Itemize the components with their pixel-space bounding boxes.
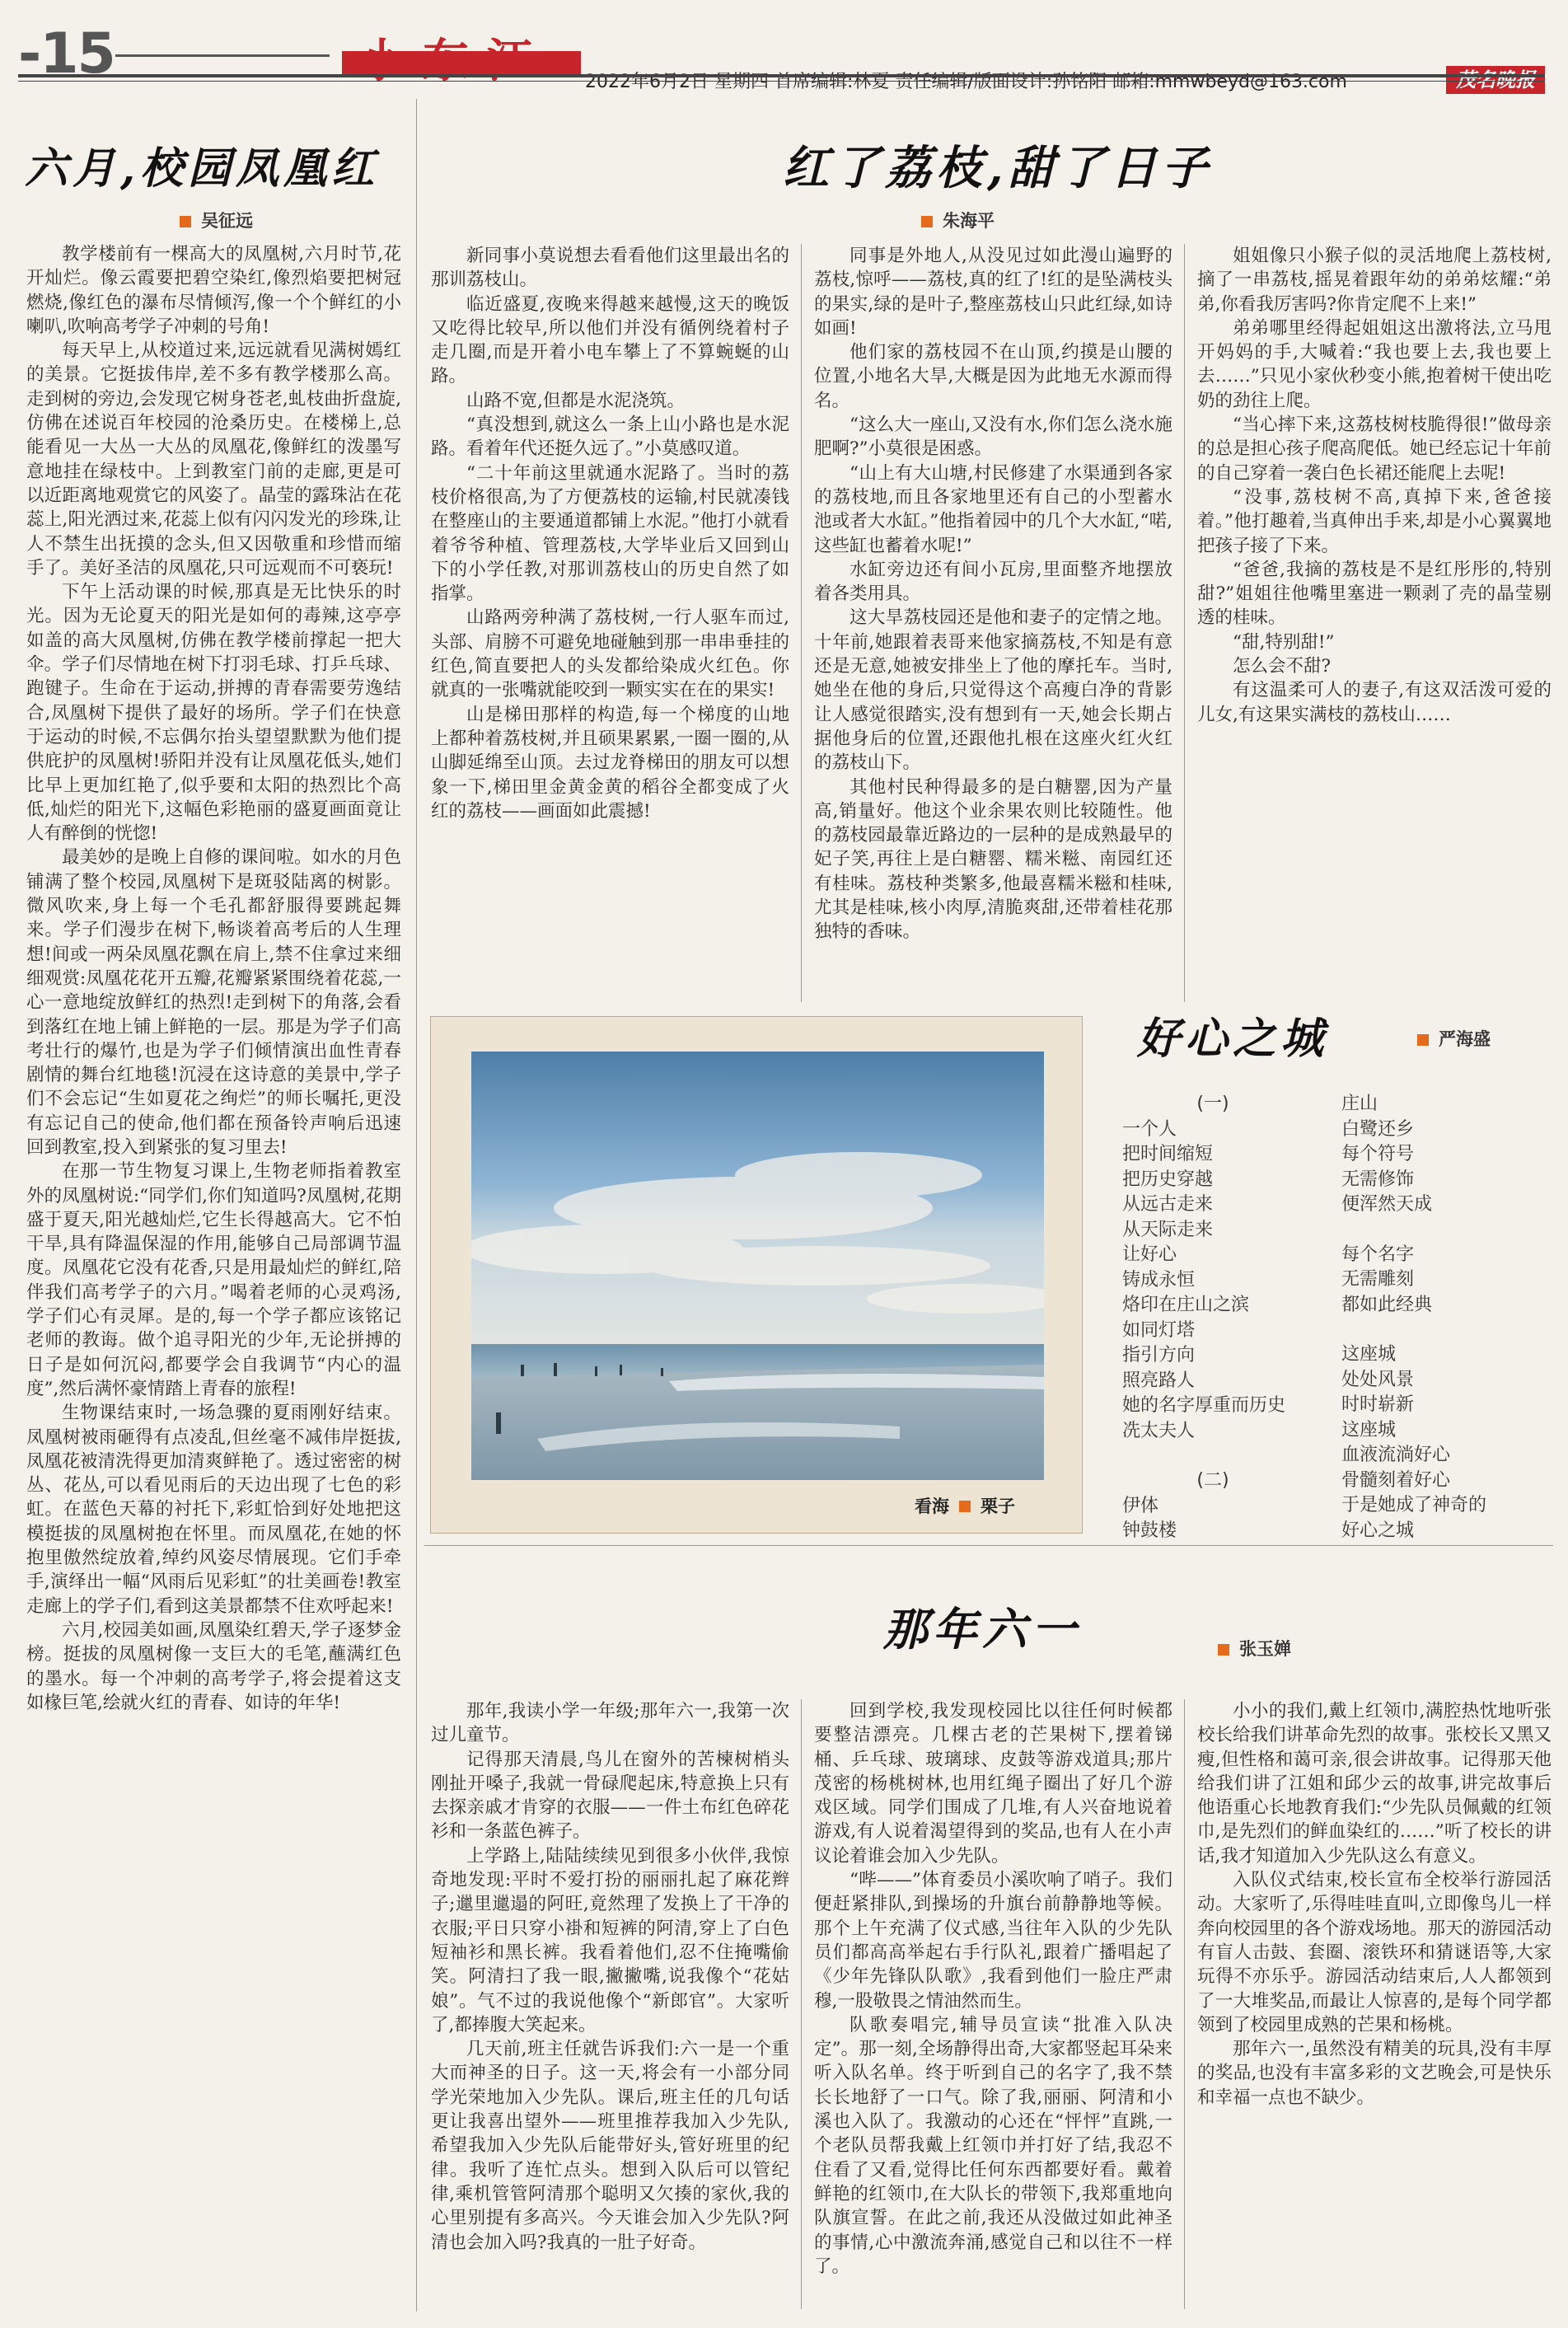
paragraph: 在那一节生物复习课上,生物老师指着教室外的凤凰树说:“同学们,你们知道吗?凤凰树,花期盛于夏天,阳光越灿烂,它生长得越高大。它不怕干旱,具有降温保湿的作用,能够自己局部调节温度。凤凰花它没有花香,只是用最灿烂的鲜红,陪伴我们高考学子的六月。”喝着老师的心灵鸡汤,学子们心有灵犀。是的,每一个学子都应该铭记老师的教诲。做个追寻阳光的少年,无论拼搏的日子是如何沉闷,都要学会自我调节“内心的温度”,然后满怀豪情踏上青春的旅程!: [26, 1161, 401, 1399]
poem-line: 从远古走来: [1122, 1194, 1214, 1215]
article3-body-col3: [1197, 1699, 1552, 2309]
article2-author: 朱海平: [921, 208, 995, 232]
paragraph: “二十年前这里就通水泥路了。当时的荔枝价格很高,为了方便荔枝的运输,村民就凑钱在整座山的主要通道都铺上水泥。”他打小就看着爷爷种植、管理荔枝,大学毕业后又回到山下的小学任教,对那训荔枝山的历史自然了如指掌。: [431, 462, 789, 605]
photo-caption-title: 看海: [915, 1497, 949, 1516]
poem-line: 于是她成了神奇的: [1341, 1495, 1487, 1515]
poem-line: 处处风景: [1341, 1369, 1415, 1390]
poem-line: 照亮路人: [1122, 1370, 1196, 1391]
article2-body-col2: [814, 244, 1172, 1002]
article1-body: [26, 242, 401, 2311]
article2-body-col1: [431, 244, 789, 986]
column-name: 小东江: [358, 34, 551, 88]
poem-line: 每个符号: [1341, 1144, 1415, 1164]
paragraph: “当心摔下来,这荔枝树枝脆得很!”做母亲的总是担心孩子爬高爬低。她已经忘记十年前的自己穿着一袭白色长裙还能爬上去呢!: [1197, 415, 1552, 484]
poem-left-column: [1122, 1092, 1304, 1544]
paragraph: 这大旱荔枝园还是他和妻子的定情之地。十年前,她跟着表哥来他家摘荔枝,不知是有意还是无意,她被安排坐上了他的摩托车。当时,她坐在他的身后,只觉得这个高瘦白净的背影让人感觉很踏实,没有想到有一天,她会长期占据他身后的位置,还跟他扎根在这座火红火红的荔枝山下。: [814, 607, 1172, 774]
paragraph: 教学楼前有一棵高大的凤凰树,六月时节,花开灿烂。像云霞要把碧空染红,像烈焰要把树冠燃烧,像红色的瀑布尽情倾泻,像一个个鲜红的小喇叭,吹响高考学子冲刺的号角!: [26, 244, 401, 337]
paragraph: “真没想到,就这么一条上山小路也是水泥路。看着年代还挺久远了。”小莫感叹道。: [431, 415, 789, 460]
poem-right-column: [1341, 1092, 1547, 1543]
poem-line: 钟鼓楼: [1122, 1520, 1177, 1541]
article3-body-col2: [814, 1699, 1172, 2309]
photo-caption: [915, 1493, 1015, 1518]
article2-body-col3: [1197, 244, 1552, 928]
poem-line: 一个人: [1122, 1118, 1177, 1140]
paragraph: “甜,特别甜!”: [1233, 631, 1335, 653]
paragraph: “哔——”体育委员小溪吹响了哨子。我们便赶紧排队,到操场的升旗台前静静地等候。那个上午充满了仪式感,当往年入队的少先队员们都高高举起右手行队礼,跟着广播唱起了《少年先锋队队歌》,我看到他们一脸庄严肃穆,一股敬畏之情油然而生。: [814, 1870, 1172, 2012]
poem-line: 无需修饰: [1341, 1169, 1415, 1190]
paragraph: 上学路上,陆陆续续见到很多小伙伴,我惊奇地发现:平时不爱打扮的丽丽扎起了麻花辫子;邋里邋遢的阿旺,竟然理了发换上了干净的衣服;平日只穿小褂和短裤的阿清,穿上了白色短袖衫和黑长裤。我看着他们,忍不住掩嘴偷笑。阿清扫了我一眼,撇撇嘴,说我像个“花姑娘”。气不过的我说他像个“新郎官”。大家听了,都捧腹大笑起来。: [431, 1845, 789, 2035]
column-divider: [1184, 244, 1185, 1002]
paragraph: 小小的我们,戴上红领巾,满腔热忱地听张校长给我们讲革命先烈的故事。张校长又黑又瘦,但性格和蔼可亲,很会讲故事。记得那天他给我们讲了江姐和邱少云的故事,讲完故事后他语重心长地教育我们:“少先队员佩戴的红领巾,是先烈们的鲜血染红的……”听了校长的讲话,我才知道加入少先队这么有意义。: [1197, 1701, 1552, 1867]
paragraph: 队歌奏唱完,辅导员宣读“批准入队决定”。那一刻,全场静得出奇,大家都竖起耳朵来听入队名单。终于听到自己的名字了,我不禁长长地舒了一口气。除了我,丽丽、阿清和小溪也入队了。我激动的心还在“怦怦”直跳,一个老队员帮我戴上红领巾并打好了结,我忍不住看了又看,觉得比任何东西都要好看。戴着鲜艳的红领巾,在大队长的带领下,我郑重地向队旗宣誓。在此之前,我还从没做过如此神圣的事情,心中激流奔涌,感觉自己和以往不一样了。: [814, 2014, 1172, 2277]
poem-line: 伊体: [1122, 1495, 1159, 1516]
poem-line: 便浑然天成: [1341, 1194, 1433, 1215]
paragraph: 临近盛夏,夜晚来得越来越慢,这天的晚饭又吃得比较早,所以他们并没有循例绕着村子走几圈,而是开着小电车攀上了不算蜿蜒的山路。: [431, 293, 789, 387]
paragraph: 山路不宽,但都是水泥浇筑。: [466, 390, 685, 411]
paragraph: 弟弟哪里经得起姐姐这出激将法,立马甩开妈妈的手,大喊着:“我也要上去,我也要上去……”只见小家伙秒变小熊,抱着树干使出吃奶的劲往上爬。: [1197, 317, 1552, 411]
poem-line: 把历史穿越: [1122, 1169, 1214, 1190]
paragraph: 山是梯田那样的构造,每一个梯度的山地上都种着荔枝树,并且硕果累累,一圈一圈的,从山脚延绵至山顶。去过龙脊梯田的朋友可以想象一下,梯田里金黄金黄的稻谷全都变成了火红的荔枝——画面如此震撼!: [431, 704, 789, 822]
paragraph: 同事是外地人,从没见过如此漫山遍野的荔枝,惊呼——荔枝,真的红了!红的是坠满枝头的果实,绿的是叶子,整座荔枝山只此红绿,如诗如画!: [814, 246, 1172, 339]
paragraph: “没事,荔枝树不高,真掉下来,爸爸接着。”他打趣着,当真伸出手来,却是小心翼翼地把孩子接了下来。: [1197, 486, 1552, 556]
poem-line: 庄山: [1341, 1094, 1378, 1114]
poem-line: 好心之城: [1341, 1520, 1415, 1541]
photo-sea: [471, 1052, 1044, 1480]
paragraph: 每天早上,从校道过来,远远就看见满树嫣红的美景。它挺拔伟岸,差不多有教学楼那么高。走到树的旁边,会发现它树身苍老,虬枝曲折盘旋,仿佛在述说百年校园的沧桑历史。在楼梯上,总能看见一大丛一大丛的凤凰花,像鲜红的泼墨写意地挂在绿枝中。上到教室门前的走廊,更是可以近距离地观赏它的风姿了。晶莹的露珠沾在花蕊上,阳光洒过来,花蕊上似有闪闪发光的珍珠,让人不禁生出抚摸的念头,但又因敬重和珍惜而缩手了。美好圣洁的凤凰花,只可远观而不可亵玩!: [26, 340, 401, 578]
paragraph: 那年六一,虽然没有精美的玩具,没有丰厚的奖品,也没有丰富多彩的文艺晚会,可是快乐和幸福一点也不缺少。: [1197, 2039, 1552, 2108]
header-rule-short: [115, 54, 330, 57]
paragraph: 其他村民种得最多的是白糖罂,因为产量高,销量好。他这个业余果农则比较随性。他的荔枝园最靠近路边的一层种的是成熟最早的妃子笑,再往上是白糖罂、糯米糍、南园红还有桂味。荔枝种类繁多,他最喜糯米糍和桂味,尤其是桂味,核小肉厚,清脆爽甜,还带着桂花那独特的香味。: [814, 776, 1172, 943]
column-divider: [801, 1699, 802, 2309]
paragraph: 入队仪式结束,校长宣布全校举行游园活动。大家听了,乐得哇哇直叫,立即像鸟儿一样奔向校园里的各个游戏场地。那天的游园活动有盲人击鼓、套圈、滚铁环和猜谜语等,大家玩得不亦乐乎。游园活动结束后,人人都领到了一大堆奖品,而最让人惊喜的,是每个同学都领到了校园里成熟的芒果和杨桃。: [1197, 1870, 1552, 2035]
paragraph: 有这温柔可人的妻子,有这双活泼可爱的儿女,有这果实满枝的荔枝山……: [1197, 680, 1552, 725]
poem-line: 都如此经典: [1341, 1294, 1433, 1315]
article2-title: 红了荔枝,甜了日子: [783, 141, 1213, 195]
poem-line: 如同灯塔: [1122, 1319, 1196, 1341]
poem-line: 把时间缩短: [1122, 1144, 1214, 1164]
poem-line: 这座城: [1341, 1344, 1397, 1365]
paragraph: 下午上活动课的时候,那真是无比快乐的时光。因为无论夏天的阳光是如何的毒辣,这亭亭如盖的高大凤凰树,仿佛在教学楼前撑起一把大伞。学子们尽情地在树下打羽毛球、打乒乓球、跑键子。生命在于运动,拼搏的青春需要劳逸结合,凤凰树下提供了最好的场所。学子们在快意于运动的时候,不忘偶尔抬头望望默默为他们提供庇护的凤凰树!骄阳并没有让凤凰花低头,她们比早上更加红艳了,似乎要和太阳的热烈比个高低,灿烂的阳光下,这幅色彩艳丽的盛夏画面竟让人有醉倒的恍惚!: [26, 582, 401, 845]
paragraph: 几天前,班主任就告诉我们:六一是一个重大而神圣的日子。这一天,将会有一小部分同学光荣地加入少先队。课后,班主任的几句话更让我喜出望外——班里推荐我加入少先队,希望我加入少先队后能带好头,管好班里的纪律。我听了连忙点头。想到入队后可以管纪律,乘机管管阿清那个聪明又欠揍的家伙,我的心里别提有多高兴。今天谁会加入少先队?阿清也会加入吗?我真的一肚子好奇。: [431, 2039, 789, 2253]
poem-line: 铸成永恒: [1122, 1269, 1196, 1290]
paragraph: 山路两旁种满了荔枝树,一行人驱车而过,头部、肩膀不可避免地碰触到那一串串垂挂的红色,简直要把人的头发都给染成火红色。你就真的一张嘴就能咬到一颗实实在在的果实!: [431, 607, 789, 701]
column-divider: [1184, 1699, 1185, 2309]
paragraph: “这么大一座山,又没有水,你们怎么浇水施肥啊?”小莫很是困惑。: [814, 415, 1172, 460]
paragraph: 新同事小莫说想去看看他们这里最出名的那训荔枝山。: [431, 246, 789, 291]
paragraph: 那年,我读小学一年级;那年六一,我第一次过儿童节。: [431, 1701, 789, 1746]
article3-author: 张玉婵: [1218, 1636, 1291, 1661]
paragraph: 六月,校园美如画,凤凰染红碧天,学子逐梦金榜。挺拔的凤凰树像一支巨大的毛笔,蘸满红色的墨水。每一个冲刺的高考学子,将会提着这支如椽巨笔,绘就火红的青春、如诗的年华!: [26, 1619, 401, 1713]
header-rule-thin: [18, 81, 1545, 82]
sea-photo-image: [471, 1052, 1044, 1480]
paragraph: 水缸旁边还有间小瓦房,里面整齐地摆放着各类用具。: [814, 559, 1172, 605]
poem-line: 血液流淌好心: [1341, 1445, 1451, 1465]
page-number: -15: [18, 21, 115, 87]
paragraph: 回到学校,我发现校园比以往任何时候都要整洁漂亮。几棵古老的芒果树下,摆着锑桶、乒乓球、玻璃球、皮鼓等游戏道具;那片茂密的杨桃树林,也用红绳子圈出了好几个游戏区域。同学们围成了几堆,有人兴奋地说着游戏,有人说着渴望得到的奖品,也有人在小声议论着谁会加入少先队。: [814, 1701, 1172, 1867]
poem-line: 她的名字厚重而历史: [1122, 1395, 1286, 1416]
section-divider: [424, 1545, 1553, 1546]
poem-line: 时时崭新: [1341, 1394, 1415, 1415]
paragraph: 他们家的荔枝园不在山顶,约摸是山腰的位置,小地名大旱,大概是因为此地无水源而得名。: [814, 342, 1172, 411]
column-masthead: [342, 20, 581, 88]
poem-line: 骨髓刻着好心: [1341, 1469, 1451, 1491]
paragraph: 生物课结束时,一场急骤的夏雨刚好结束。凤凰树被雨砸得有点凌乱,但丝毫不减伟岸挺拔,凤凰花被清洗得更加清爽鲜艳了。透过密密的树丛、花丛,可以看见雨后的天边出现了七色的彩虹。在蓝色天幕的衬托下,彩虹恰到好处地把这模挺拔的凤凰树抱在怀里。而凤凰花,在她的怀抱里傲然绽放着,绰约风姿尽情展现。它们手牵手,演绎出一幅“风雨后见彩虹”的壮美画卷!教室走廊上的学子们,看到这美景都禁不住欢呼起来!: [26, 1403, 401, 1617]
paragraph: 记得那天清晨,鸟儿在窗外的苦楝树梢头刚扯开嗓子,我就一骨碌爬起床,特意换上只有去探亲戚才肯穿的衣服——一件土布红色碎花衫和一条蓝色裤子。: [431, 1749, 789, 1843]
paragraph: “山上有大山塘,村民修建了水渠通到各家的荔枝地,而且各家地里还有自己的小型蓄水池或者大水缸。”他指着园中的几个大水缸,“喏,这些缸也蓄着水呢!”: [814, 462, 1172, 556]
poem-line: 每个名字: [1341, 1244, 1415, 1265]
column-divider: [416, 99, 417, 2312]
poem-line: 烙印在庄山之滨: [1122, 1295, 1250, 1315]
poem-title: 好心之城: [1137, 1014, 1329, 1064]
brand-logo: 茂名晚报: [1446, 66, 1545, 94]
poem-line: 冼太夫人: [1122, 1420, 1196, 1441]
poem-author: 严海盛: [1417, 1026, 1491, 1051]
poem-line: 指引方向: [1122, 1345, 1196, 1365]
poem-line: 白鹭还乡: [1341, 1118, 1415, 1140]
paragraph: 最美妙的是晚上自修的课间啦。如水的月色铺满了整个校园,凤凰树下是斑驳陆离的树影。微风吹来,身上每一个毛孔都舒服得要跳起舞来。学子们漫步在树下,畅谈着高考后的人生理想!间或一两朵凤凰花飘在肩上,禁不住拿过来细细观赏:凤凰花花开五瓣,花瓣紧紧围绕着花蕊,一心一意地绽放鲜红的热烈!走到树下的角落,会看到落红在地上铺上鲜艳的一层。那是为学子们高考壮行的爆竹,也是为学子们倾情演出血性青春剧情的舞台红地毯!沉浸在这诗意的美景中,学子们不会忘记“生如夏花之绚烂”的师长嘱托,更没有忘记自己的使命,他们都在预备铃声响后迅速回到教室,投入到紧张的复习里去!: [26, 847, 401, 1158]
paragraph: “爸爸,我摘的荔枝是不是红彤彤的,特别甜?”姐姐往他嘴里塞进一颗剥了壳的晶莹剔透的桂味。: [1197, 559, 1552, 629]
article3-title: 那年六一: [883, 1603, 1081, 1656]
header-info: 2022年6月2日 星期四 首席编辑:林夏 责任编辑/版面设计:孙铭阳 邮箱:mmwbeyd@163.com: [585, 72, 1347, 92]
caption-marker: [959, 1501, 971, 1512]
column-divider: [801, 244, 802, 1002]
poem-line: 无需雕刻: [1341, 1269, 1415, 1290]
paragraph: 怎么会不甜?: [1233, 656, 1332, 677]
poem-section-2: (二): [1196, 1470, 1229, 1491]
paragraph: 姐姐像只小猴子似的灵活地爬上荔枝树,摘了一串荔枝,摇晃着跟年幼的弟弟炫耀:“弟弟,你看我厉害吗?你肯定爬不上来!”: [1197, 246, 1552, 315]
poem-line: 从天际走来: [1122, 1219, 1214, 1240]
photo-caption-author: 栗子: [981, 1497, 1015, 1516]
article3-body-col1: [431, 1699, 789, 2309]
header-rule: [18, 74, 1545, 77]
poem-line: 让好心: [1122, 1244, 1177, 1265]
article1-author: 吴征远: [180, 208, 253, 232]
article1-title: 六月,校园凤凰红: [25, 143, 380, 194]
poem-section-1: (一): [1196, 1094, 1229, 1114]
poem-line: 这座城: [1341, 1419, 1397, 1440]
